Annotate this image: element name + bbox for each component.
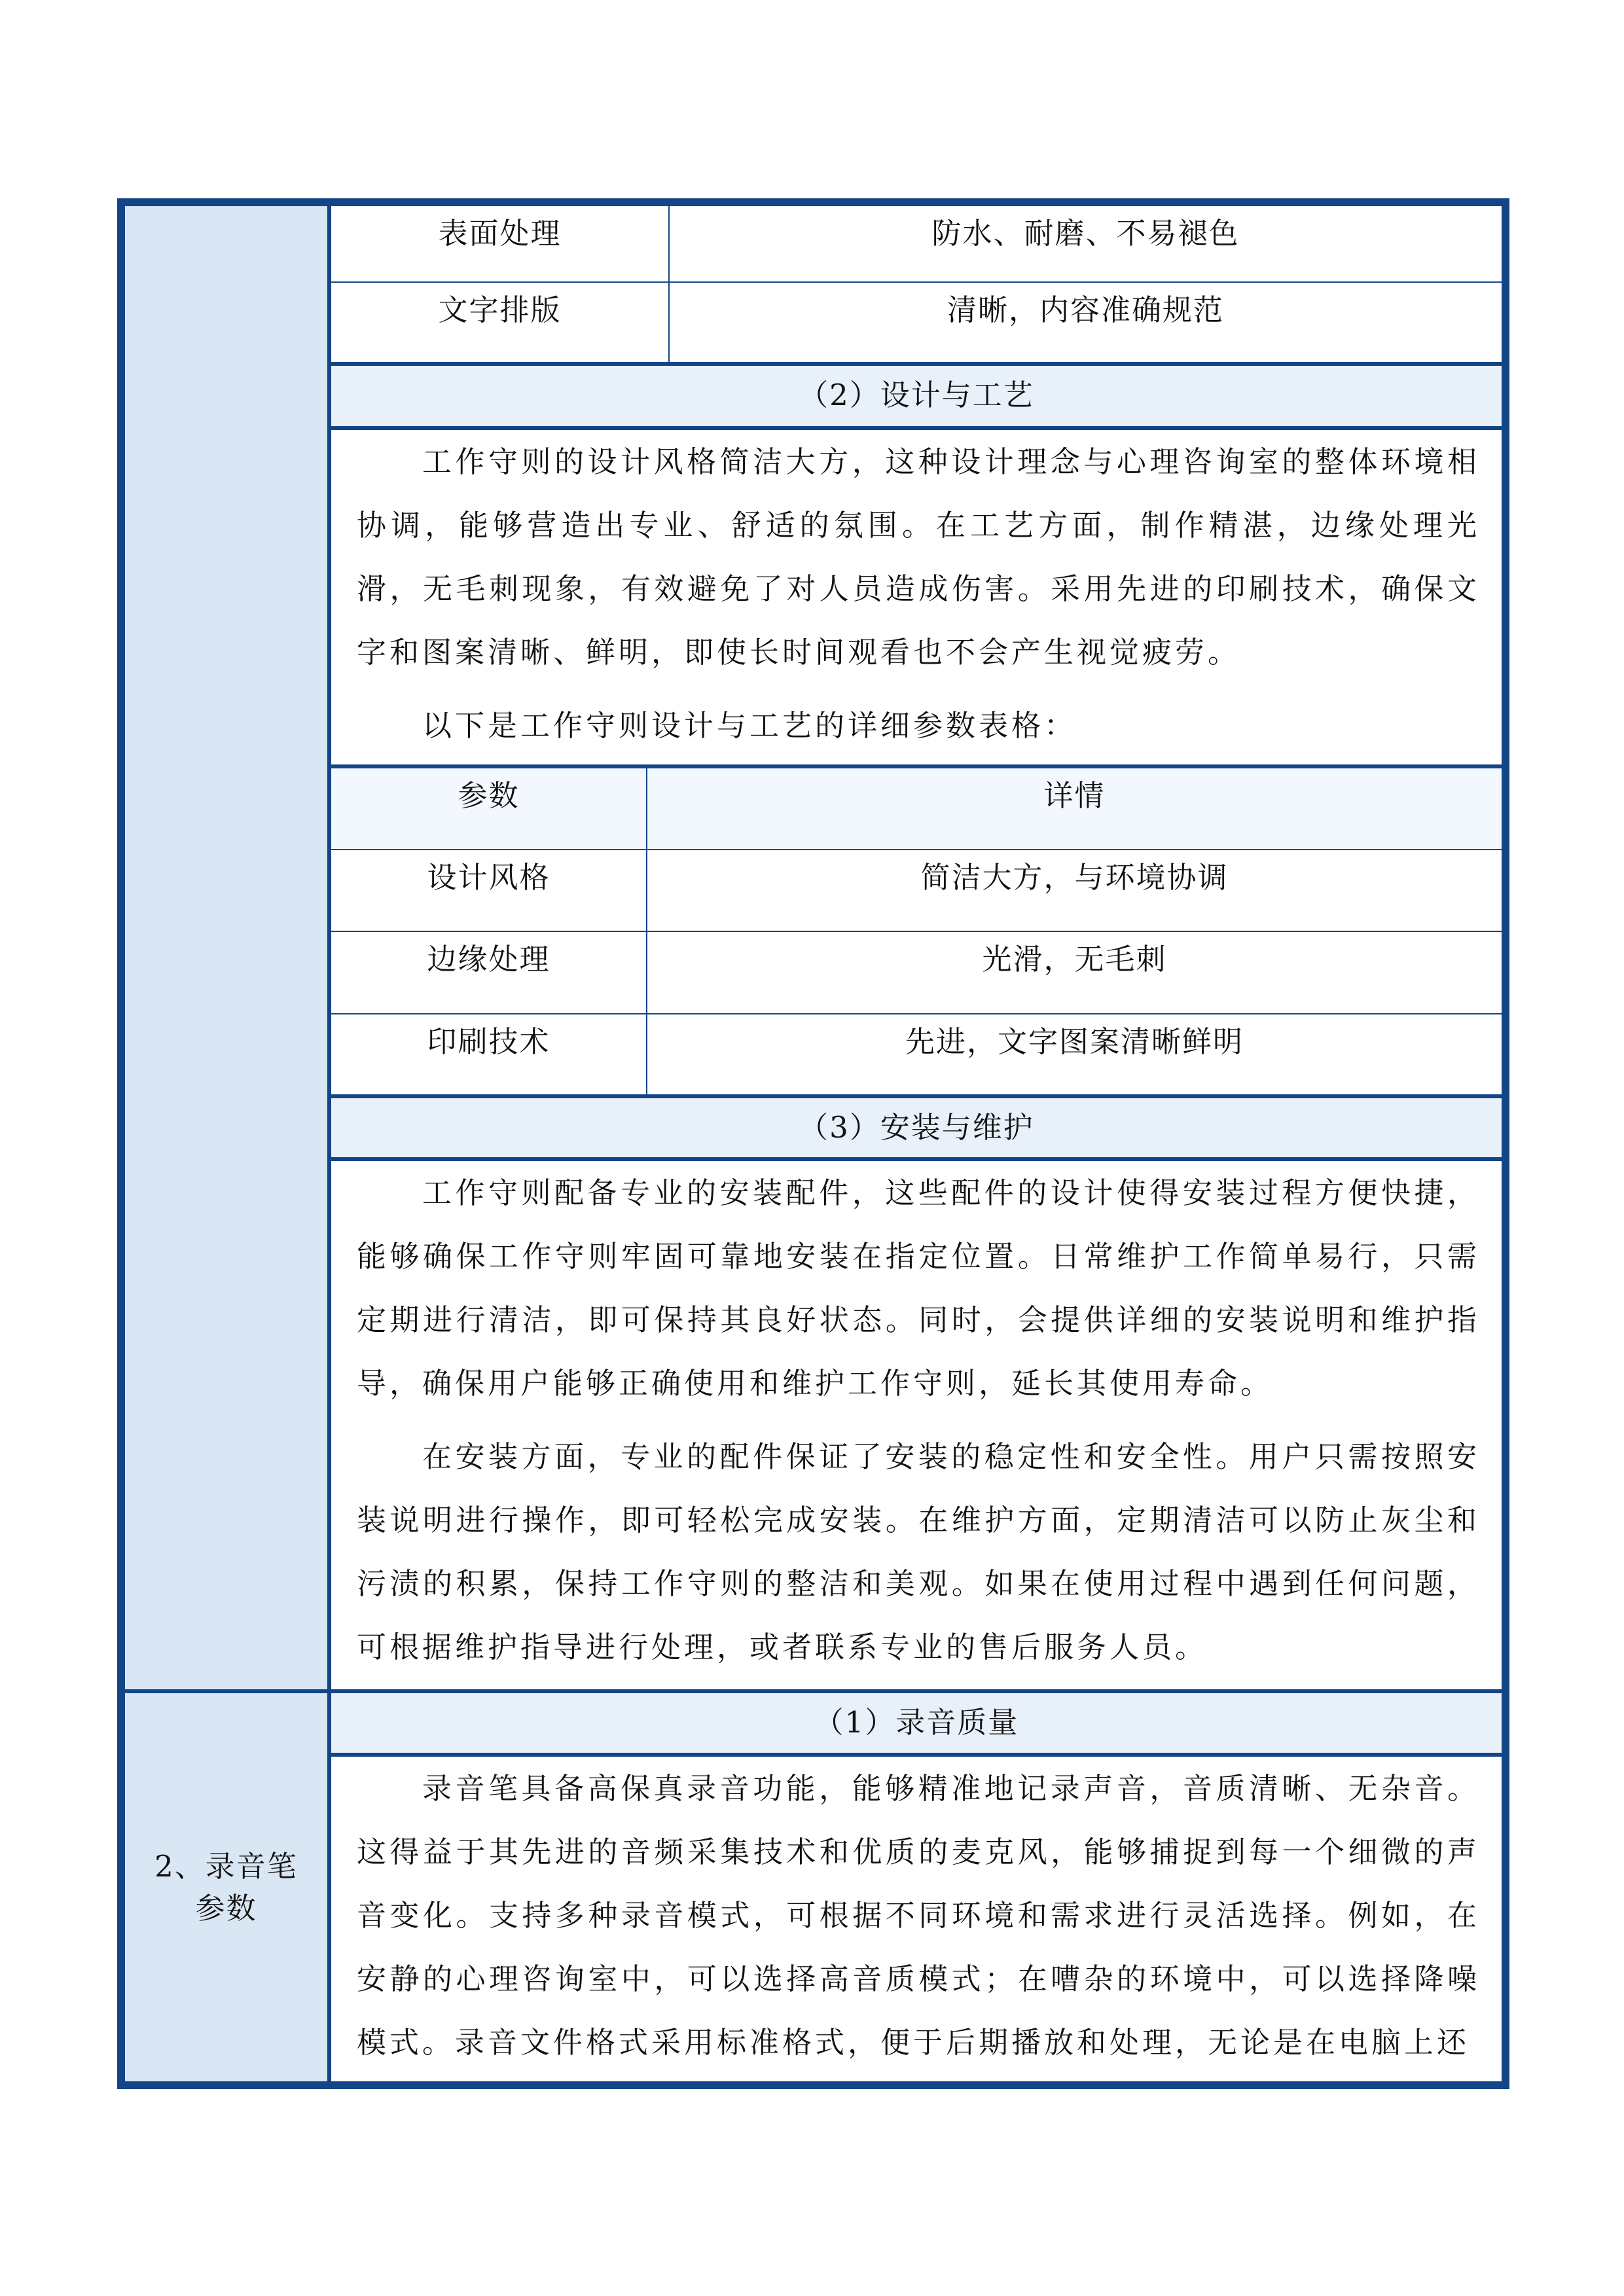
cell-divider	[646, 768, 647, 1094]
design-paragraphs	[357, 430, 1480, 767]
detail-cell: 防水、耐磨、不易褪色	[931, 216, 1240, 251]
detail-cell: 简洁大方，与环境协调	[920, 860, 1229, 895]
section-header-install: （3）安装与维护	[331, 1098, 1502, 1157]
column-header-param: 参数	[458, 778, 520, 813]
paragraph: 录音笔具备高保真录音功能，能够精准地记录声音，音质清晰、无杂音。这得益于其先进的音频采集技术和优质的麦克风，能够捕捉到每一个细微的声音变化。支持多种录音模式，可根据不同环境和需求进行灵活选择。例如，在安静的心理咨询室中，可以选择高音质模式；在嘈杂的环境中，可以选择降噪模式。录音文件格式采用标准格式，便于后期播放和处理，无论是在电脑上还	[357, 1771, 1480, 2060]
param-cell: 表面处理	[438, 216, 562, 251]
section-header-recording-quality: （1）录音质量	[331, 1693, 1502, 1753]
left-cell-recorder	[125, 1693, 327, 2081]
cell-divider	[668, 206, 670, 362]
left-cell-continued	[125, 206, 327, 1689]
recorder-paragraphs	[357, 1757, 1480, 2081]
param-cell: 边缘处理	[427, 942, 550, 977]
param-cell: 文字排版	[438, 293, 562, 327]
paragraph: 在安装方面，专业的配件保证了安装的稳定性和安全性。用户只需按照安装说明进行操作，即可轻松完成安装。在维护方面，定期清洁可以防止灰尘和污渍的积累，保持工作守则的整洁和美观。如果在使用过程中遇到任何问题，可根据维护指导进行处理，或者联系专业的售后服务人员。	[357, 1439, 1480, 1664]
label-line-2: 参数	[195, 1890, 257, 1926]
detail-cell: 清晰，内容准确规范	[947, 293, 1224, 327]
paragraph: 以下是工作守则设计与工艺的详细参数表格：	[422, 708, 1077, 743]
detail-cell: 光滑，无毛刺	[982, 942, 1167, 977]
column-header-detail: 详情	[1043, 778, 1106, 813]
paragraph: 工作守则的设计风格简洁大方，这种设计理念与心理咨询室的整体环境相协调，能够营造出专业、舒适的氛围。在工艺方面，制作精湛，边缘处理光滑，无毛刺现象，有效避免了对人员造成伤害。采用先进的印刷技术，确保文字和图案清晰、鲜明，即使长时间观看也不会产生视觉疲劳。	[357, 444, 1480, 670]
paragraph: 工作守则配备专业的安装配件，这些配件的设计使得安装过程方便快捷，能够确保工作守则牢固可靠地安装在指定位置。日常维护工作简单易行，只需定期进行清洁，即可保持其良好状态。同时，会提供详细的安装说明和维护指导，确保用户能够正确使用和维护工作守则，延长其使用寿命。	[357, 1175, 1480, 1401]
section-header-design: （2）设计与工艺	[331, 366, 1502, 426]
detail-cell: 先进，文字图案清晰鲜明	[905, 1024, 1244, 1059]
recorder-category-label	[154, 1846, 298, 1929]
param-cell: 印刷技术	[427, 1024, 550, 1059]
label-line-1: 2、录音笔	[154, 1848, 298, 1884]
install-paragraphs	[357, 1161, 1480, 1689]
param-cell: 设计风格	[427, 860, 550, 895]
